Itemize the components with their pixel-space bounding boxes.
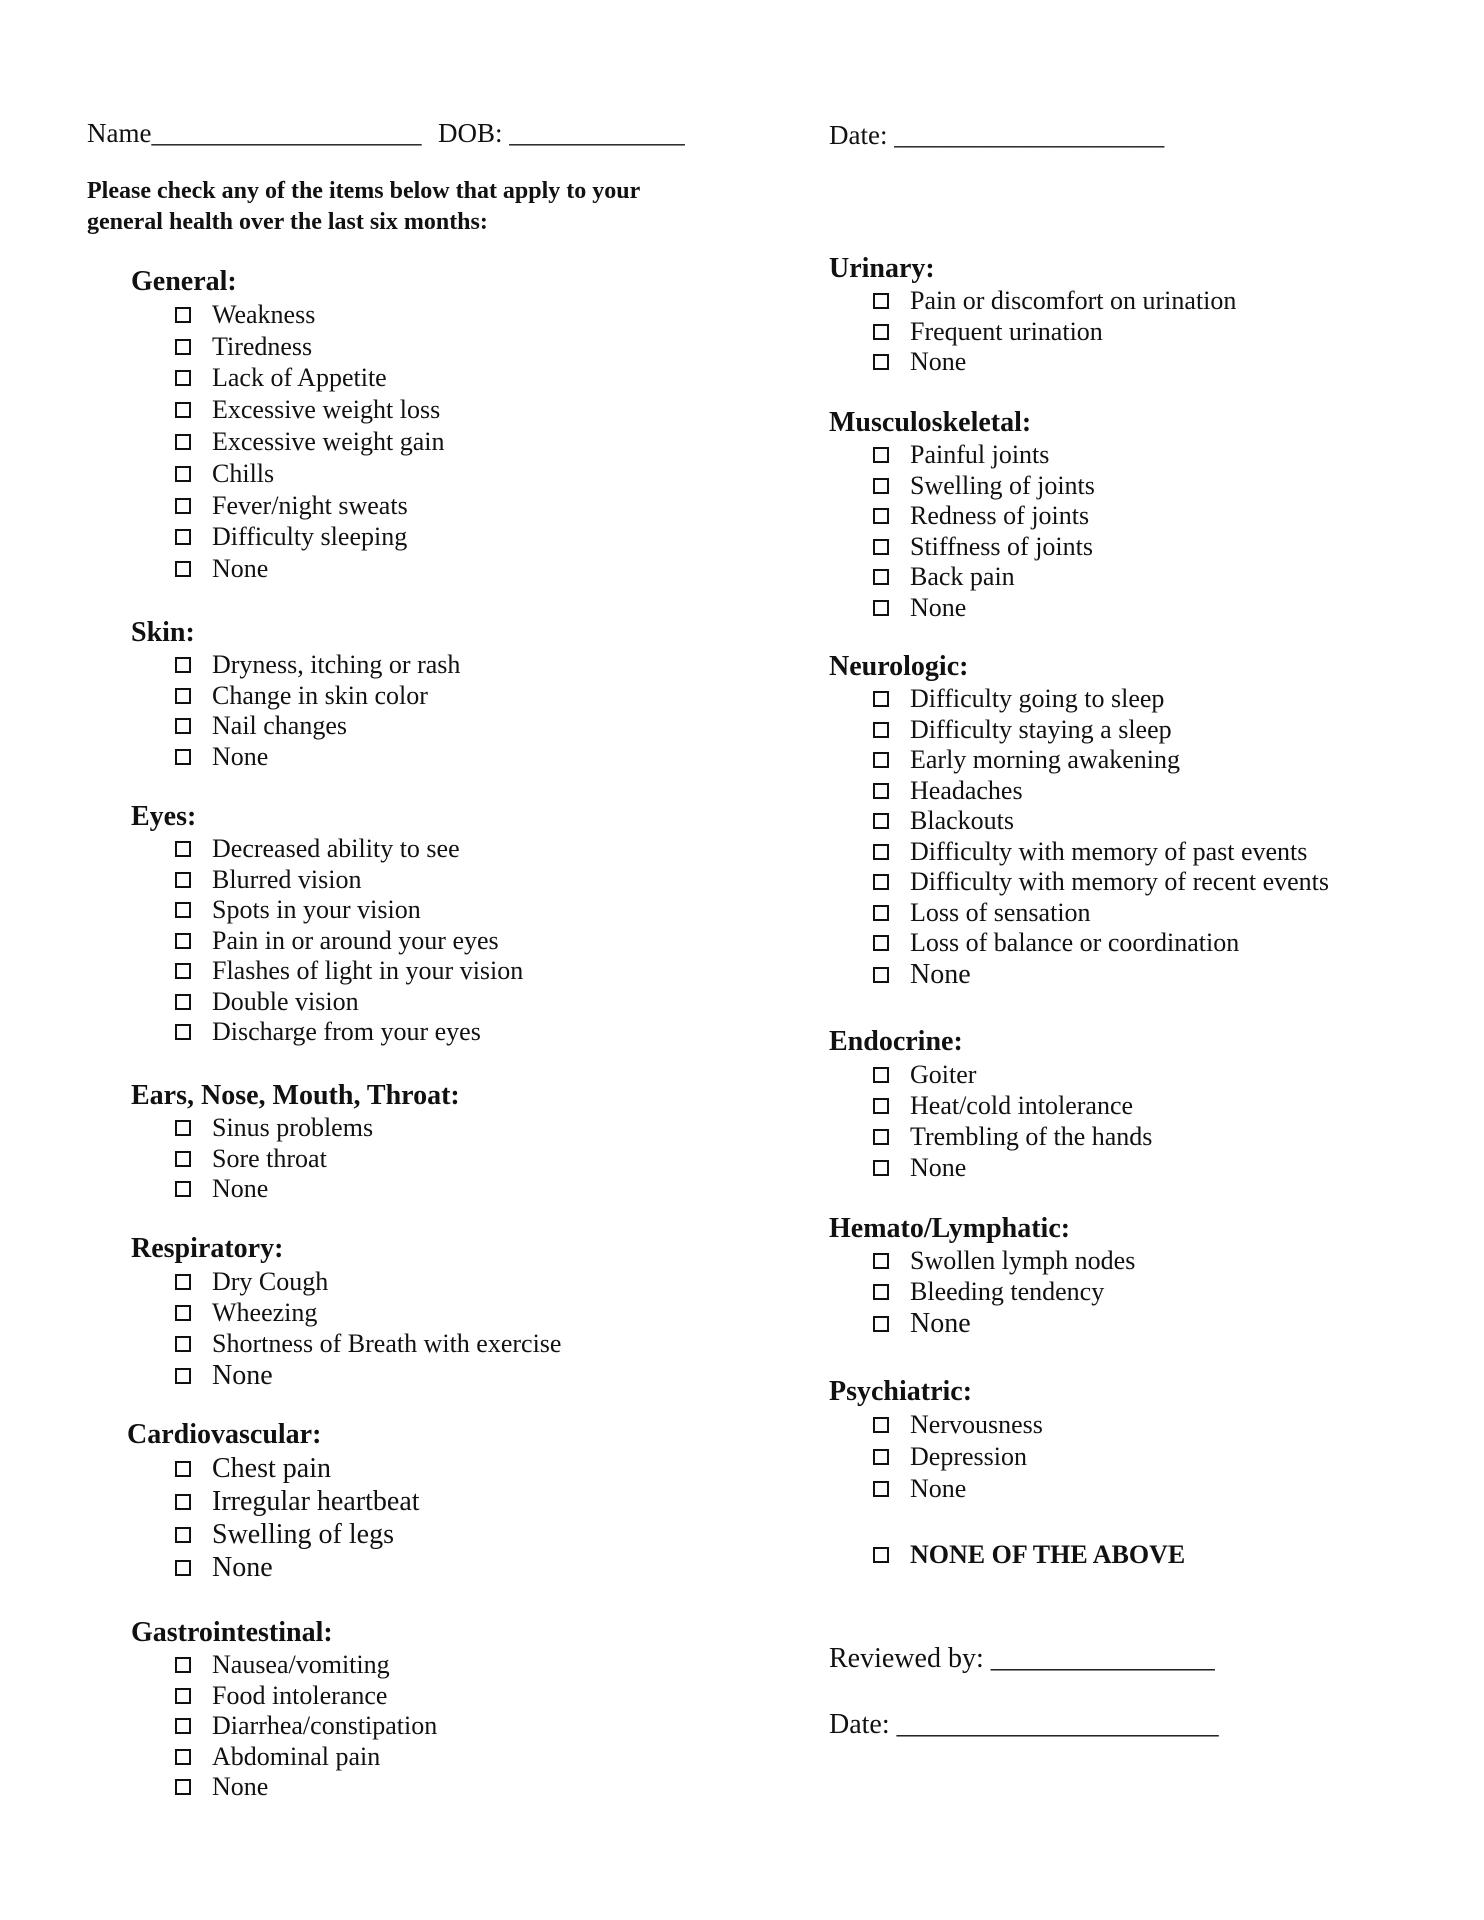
checklist-item[interactable]	[175, 1772, 437, 1803]
item-label: Dry Cough	[212, 1266, 329, 1296]
checkbox[interactable]	[873, 1129, 889, 1145]
checklist-item[interactable]	[175, 1359, 561, 1393]
section-musculoskeletal	[829, 406, 1095, 623]
section-title: Urinary:	[829, 253, 935, 284]
item-label: Dryness, itching or rash	[212, 650, 461, 680]
checklist-item[interactable]	[175, 1174, 460, 1205]
checklist-item[interactable]	[175, 987, 523, 1018]
item-label: Diarrhea/constipation	[212, 1711, 438, 1741]
checkbox[interactable]	[175, 718, 191, 734]
checkbox[interactable]	[175, 498, 191, 514]
checklist-item[interactable]	[175, 363, 445, 395]
checklist-item[interactable]	[175, 1485, 420, 1518]
section-title: Neurologic:	[829, 651, 969, 682]
item-label: Pain or discomfort on urination	[910, 286, 1237, 316]
item-label: Redness of joints	[910, 501, 1090, 531]
section-psychiatric	[829, 1375, 1043, 1505]
section-title: Endocrine:	[829, 1026, 963, 1057]
section-respiratory	[131, 1232, 561, 1393]
checklist-item[interactable]	[175, 1742, 437, 1773]
item-label: Swelling of joints	[910, 470, 1095, 500]
checklist-item[interactable]	[873, 1090, 1152, 1121]
checkbox[interactable]	[873, 1284, 889, 1300]
checkbox[interactable]	[175, 1688, 191, 1704]
review-date-line[interactable]: Date: _______________________	[829, 1709, 1219, 1740]
checkbox[interactable]	[175, 902, 191, 918]
checklist-item[interactable]	[873, 1441, 1043, 1473]
checklist-item[interactable]	[175, 1297, 561, 1328]
checklist-item[interactable]	[175, 1452, 420, 1485]
checkbox[interactable]	[873, 844, 889, 860]
checklist-item[interactable]	[873, 562, 1095, 593]
checkbox[interactable]	[873, 813, 889, 829]
checkbox[interactable]	[873, 569, 889, 585]
item-label: Spots in your vision	[212, 895, 421, 925]
checklist-item[interactable]	[873, 715, 1329, 746]
checklist-item[interactable]	[873, 286, 1236, 317]
item-label: Excessive weight gain	[212, 427, 445, 457]
checkbox[interactable]	[175, 1461, 191, 1477]
checklist-item[interactable]	[873, 317, 1236, 348]
checklist-item[interactable]	[873, 898, 1329, 929]
checkbox[interactable]	[175, 466, 191, 482]
checkbox[interactable]	[175, 1779, 191, 1795]
checklist-item[interactable]	[175, 1266, 561, 1297]
section-general	[131, 265, 445, 585]
checklist-item[interactable]	[873, 1409, 1043, 1441]
section-title: General:	[131, 266, 237, 297]
checkbox[interactable]	[873, 1449, 889, 1465]
section-ent	[131, 1079, 460, 1205]
checklist-item[interactable]	[873, 806, 1329, 837]
checklist-item[interactable]	[175, 553, 445, 585]
checklist-item[interactable]	[873, 1473, 1043, 1505]
checklist-item[interactable]	[175, 490, 445, 522]
item-label: Flashes of light in your vision	[212, 956, 524, 986]
dob-field-line[interactable]: DOB: _____________	[438, 118, 685, 148]
item-label: Headaches	[910, 775, 1023, 805]
checkbox[interactable]	[873, 508, 889, 524]
checklist-item[interactable]	[873, 347, 1236, 378]
item-label: Blurred vision	[212, 864, 362, 894]
checklist-item[interactable]	[873, 440, 1095, 471]
checkbox[interactable]	[873, 1160, 889, 1176]
checklist-item[interactable]	[873, 1059, 1152, 1090]
item-label: Bleeding tendency	[910, 1276, 1105, 1306]
checklist-item[interactable]	[873, 501, 1095, 532]
checkbox[interactable]	[175, 1718, 191, 1734]
section-neurologic	[829, 650, 1329, 992]
checkbox[interactable]	[873, 874, 889, 890]
section-title: Hemato/Lymphatic:	[829, 1213, 1071, 1244]
item-label: Loss of balance or coordination	[910, 928, 1240, 958]
section-title: Musculoskeletal:	[829, 407, 1032, 438]
checklist-item[interactable]	[175, 1551, 420, 1584]
checkbox[interactable]	[175, 841, 191, 857]
section-skin	[131, 616, 460, 772]
checkbox[interactable]	[873, 447, 889, 463]
item-label: Swollen lymph nodes	[910, 1246, 1136, 1276]
item-label: None	[910, 1152, 967, 1182]
item-label: None	[212, 1360, 273, 1391]
checkbox[interactable]	[873, 539, 889, 555]
item-label: Nervousness	[910, 1410, 1043, 1439]
checklist-item[interactable]	[175, 865, 523, 896]
checkbox[interactable]	[175, 307, 191, 323]
checklist-item[interactable]	[873, 1152, 1152, 1183]
date-field-line[interactable]: Date: ____________________	[829, 120, 1165, 150]
item-label: Fever/night sweats	[212, 490, 408, 520]
checklist-item[interactable]	[175, 926, 523, 957]
item-label: Frequent urination	[910, 316, 1103, 346]
item-label: Pain in or around your eyes	[212, 925, 499, 955]
checkbox[interactable]	[873, 967, 889, 983]
checkbox[interactable]	[175, 1181, 191, 1197]
checklist-item[interactable]	[873, 471, 1095, 502]
item-label: Sore throat	[212, 1143, 327, 1173]
item-label: Nausea/vomiting	[212, 1650, 390, 1680]
checkbox[interactable]	[873, 1098, 889, 1114]
checklist-item[interactable]	[873, 959, 1329, 992]
checklist-item[interactable]	[873, 776, 1329, 807]
checklist-item[interactable]	[873, 532, 1095, 563]
checkbox[interactable]	[873, 478, 889, 494]
item-label: Painful joints	[910, 440, 1050, 470]
checklist-item[interactable]	[873, 867, 1329, 898]
checkbox[interactable]	[175, 339, 191, 355]
checklist-item[interactable]	[175, 394, 445, 426]
item-label: Trembling of the hands	[910, 1121, 1153, 1151]
checkbox[interactable]	[175, 1560, 191, 1576]
checklist-item[interactable]	[873, 928, 1329, 959]
checkbox[interactable]	[873, 1547, 889, 1563]
checklist-item[interactable]	[175, 895, 523, 926]
checkbox[interactable]	[175, 402, 191, 418]
checkbox[interactable]	[873, 1481, 889, 1497]
item-label: Back pain	[910, 562, 1015, 592]
item-label: None	[910, 1474, 967, 1503]
checklist-item[interactable]	[175, 956, 523, 987]
checkbox[interactable]	[175, 963, 191, 979]
item-label: Difficulty sleeping	[212, 522, 408, 552]
checklist-item[interactable]	[175, 1650, 437, 1681]
checkbox[interactable]	[873, 1067, 889, 1083]
checkbox[interactable]	[175, 1749, 191, 1765]
checkbox[interactable]	[873, 752, 889, 768]
checkbox[interactable]	[873, 935, 889, 951]
checklist-item[interactable]	[873, 684, 1329, 715]
checkbox[interactable]	[873, 1417, 889, 1433]
checkbox[interactable]	[175, 1024, 191, 1040]
checklist-item[interactable]	[175, 458, 445, 490]
checkbox[interactable]	[873, 293, 889, 309]
checkbox[interactable]	[873, 354, 889, 370]
item-label: Stiffness of joints	[910, 531, 1093, 561]
checkbox[interactable]	[873, 905, 889, 921]
item-label: Double vision	[212, 986, 359, 1016]
checkbox[interactable]	[175, 1274, 191, 1290]
checklist-item[interactable]	[175, 711, 460, 742]
checkbox[interactable]	[175, 561, 191, 577]
checklist-item[interactable]	[175, 1328, 561, 1359]
checklist-item[interactable]	[873, 1277, 1135, 1308]
section-title: Respiratory:	[131, 1233, 284, 1264]
checklist-item[interactable]	[175, 650, 460, 681]
item-label: None	[212, 741, 269, 771]
item-label: Chills	[212, 458, 275, 488]
item-label: Swelling of legs	[212, 1518, 394, 1550]
checklist-item[interactable]	[175, 1518, 420, 1551]
item-label: Early morning awakening	[910, 745, 1181, 775]
section-title: Ears, Nose, Mouth, Throat:	[131, 1080, 460, 1111]
item-label: Difficulty with memory of past events	[910, 836, 1308, 866]
item-label: None	[910, 592, 967, 622]
checkbox[interactable]	[175, 1527, 191, 1543]
section-title: Cardiovascular:	[127, 1419, 322, 1450]
checkbox[interactable]	[175, 994, 191, 1010]
checkbox[interactable]	[175, 933, 191, 949]
item-label: Difficulty with memory of recent events	[910, 867, 1330, 897]
checkbox[interactable]	[175, 1336, 191, 1352]
checkbox[interactable]	[873, 722, 889, 738]
item-label: Loss of sensation	[910, 897, 1091, 927]
item-label: Change in skin color	[212, 680, 428, 710]
checkbox[interactable]	[175, 434, 191, 450]
checklist-item[interactable]	[175, 1681, 437, 1712]
checkbox[interactable]	[175, 370, 191, 386]
checklist-item[interactable]	[175, 299, 445, 331]
item-label: Food intolerance	[212, 1680, 388, 1710]
none-of-the-above-label: NONE OF THE ABOVE	[910, 1540, 1186, 1569]
item-label: Tiredness	[212, 331, 313, 361]
item-label: Weakness	[212, 299, 316, 329]
checklist-item[interactable]	[873, 1246, 1135, 1277]
checkbox[interactable]	[873, 1316, 889, 1332]
checklist-item[interactable]	[175, 1711, 437, 1742]
item-label: Discharge from your eyes	[212, 1017, 481, 1047]
section-gastrointestinal	[131, 1616, 437, 1803]
item-label: None	[910, 1307, 971, 1339]
item-label: Goiter	[910, 1059, 977, 1089]
checklist-item[interactable]	[873, 1121, 1152, 1152]
checkbox[interactable]	[175, 1305, 191, 1321]
item-label: None	[212, 1551, 273, 1583]
checkbox[interactable]	[175, 1120, 191, 1136]
item-label: Abdominal pain	[212, 1741, 381, 1771]
item-label: Blackouts	[910, 806, 1014, 836]
checklist-item[interactable]	[175, 681, 460, 712]
checklist-item[interactable]	[175, 742, 460, 773]
item-label: Decreased ability to see	[212, 834, 460, 864]
item-label: None	[212, 1174, 269, 1204]
item-label: Lack of Appetite	[212, 363, 387, 393]
item-label: Sinus problems	[212, 1113, 374, 1143]
checklist-item[interactable]	[873, 745, 1329, 776]
item-label: Chest pain	[212, 1452, 331, 1484]
section-endocrine	[829, 1025, 1152, 1183]
item-label: Heat/cold intolerance	[910, 1090, 1134, 1120]
section-urinary	[829, 252, 1236, 378]
checkbox[interactable]	[175, 657, 191, 673]
section-eyes	[131, 800, 523, 1048]
checkbox[interactable]	[175, 872, 191, 888]
item-label: None	[212, 554, 269, 584]
section-title: Skin:	[131, 617, 195, 648]
checklist-item[interactable]	[175, 1113, 460, 1144]
item-label: None	[910, 959, 971, 990]
checklist-item[interactable]	[175, 522, 445, 554]
checklist-item[interactable]	[175, 426, 445, 458]
checkbox[interactable]	[175, 1657, 191, 1673]
checkbox[interactable]	[175, 1494, 191, 1510]
checklist-item[interactable]	[873, 1307, 1135, 1340]
item-label: None	[910, 347, 967, 377]
checkbox[interactable]	[175, 688, 191, 704]
instructions-text: Please check any of the items below that apply to your general health over the last six months:	[87, 178, 640, 235]
checklist-item[interactable]	[175, 834, 523, 865]
section-title: Eyes:	[131, 801, 197, 832]
item-label: Shortness of Breath with exercise	[212, 1328, 562, 1358]
item-label: Excessive weight loss	[212, 395, 441, 425]
reviewed-by-line[interactable]: Reviewed by: ________________	[829, 1643, 1215, 1674]
checkbox[interactable]	[175, 749, 191, 765]
section-title: Gastrointestinal:	[131, 1617, 333, 1648]
checkbox[interactable]	[873, 783, 889, 799]
item-label: Depression	[910, 1442, 1027, 1471]
checklist-item[interactable]	[175, 1144, 460, 1175]
checkbox[interactable]	[873, 1253, 889, 1269]
checkbox[interactable]	[873, 600, 889, 616]
section-cardiovascular	[127, 1418, 420, 1584]
checkbox[interactable]	[873, 324, 889, 340]
item-label: Difficulty going to sleep	[910, 684, 1165, 714]
section-hemato-lymphatic	[829, 1212, 1135, 1340]
checklist-item[interactable]	[873, 837, 1329, 868]
item-label: Difficulty staying a sleep	[910, 714, 1172, 744]
checkbox[interactable]	[175, 529, 191, 545]
item-label: Irregular heartbeat	[212, 1485, 420, 1517]
checkbox[interactable]	[175, 1151, 191, 1167]
checklist-item[interactable]	[175, 1017, 523, 1048]
section-title: Psychiatric:	[829, 1376, 973, 1407]
name-field-line[interactable]: Name____________________	[87, 118, 422, 148]
checklist-item[interactable]	[175, 331, 445, 363]
checkbox[interactable]	[873, 691, 889, 707]
item-label: None	[212, 1772, 269, 1802]
item-label: Wheezing	[212, 1297, 318, 1327]
item-label: Nail changes	[212, 711, 348, 741]
checkbox[interactable]	[175, 1368, 191, 1384]
checklist-item[interactable]	[873, 593, 1095, 624]
none-of-the-above-item[interactable]	[873, 1540, 1185, 1570]
